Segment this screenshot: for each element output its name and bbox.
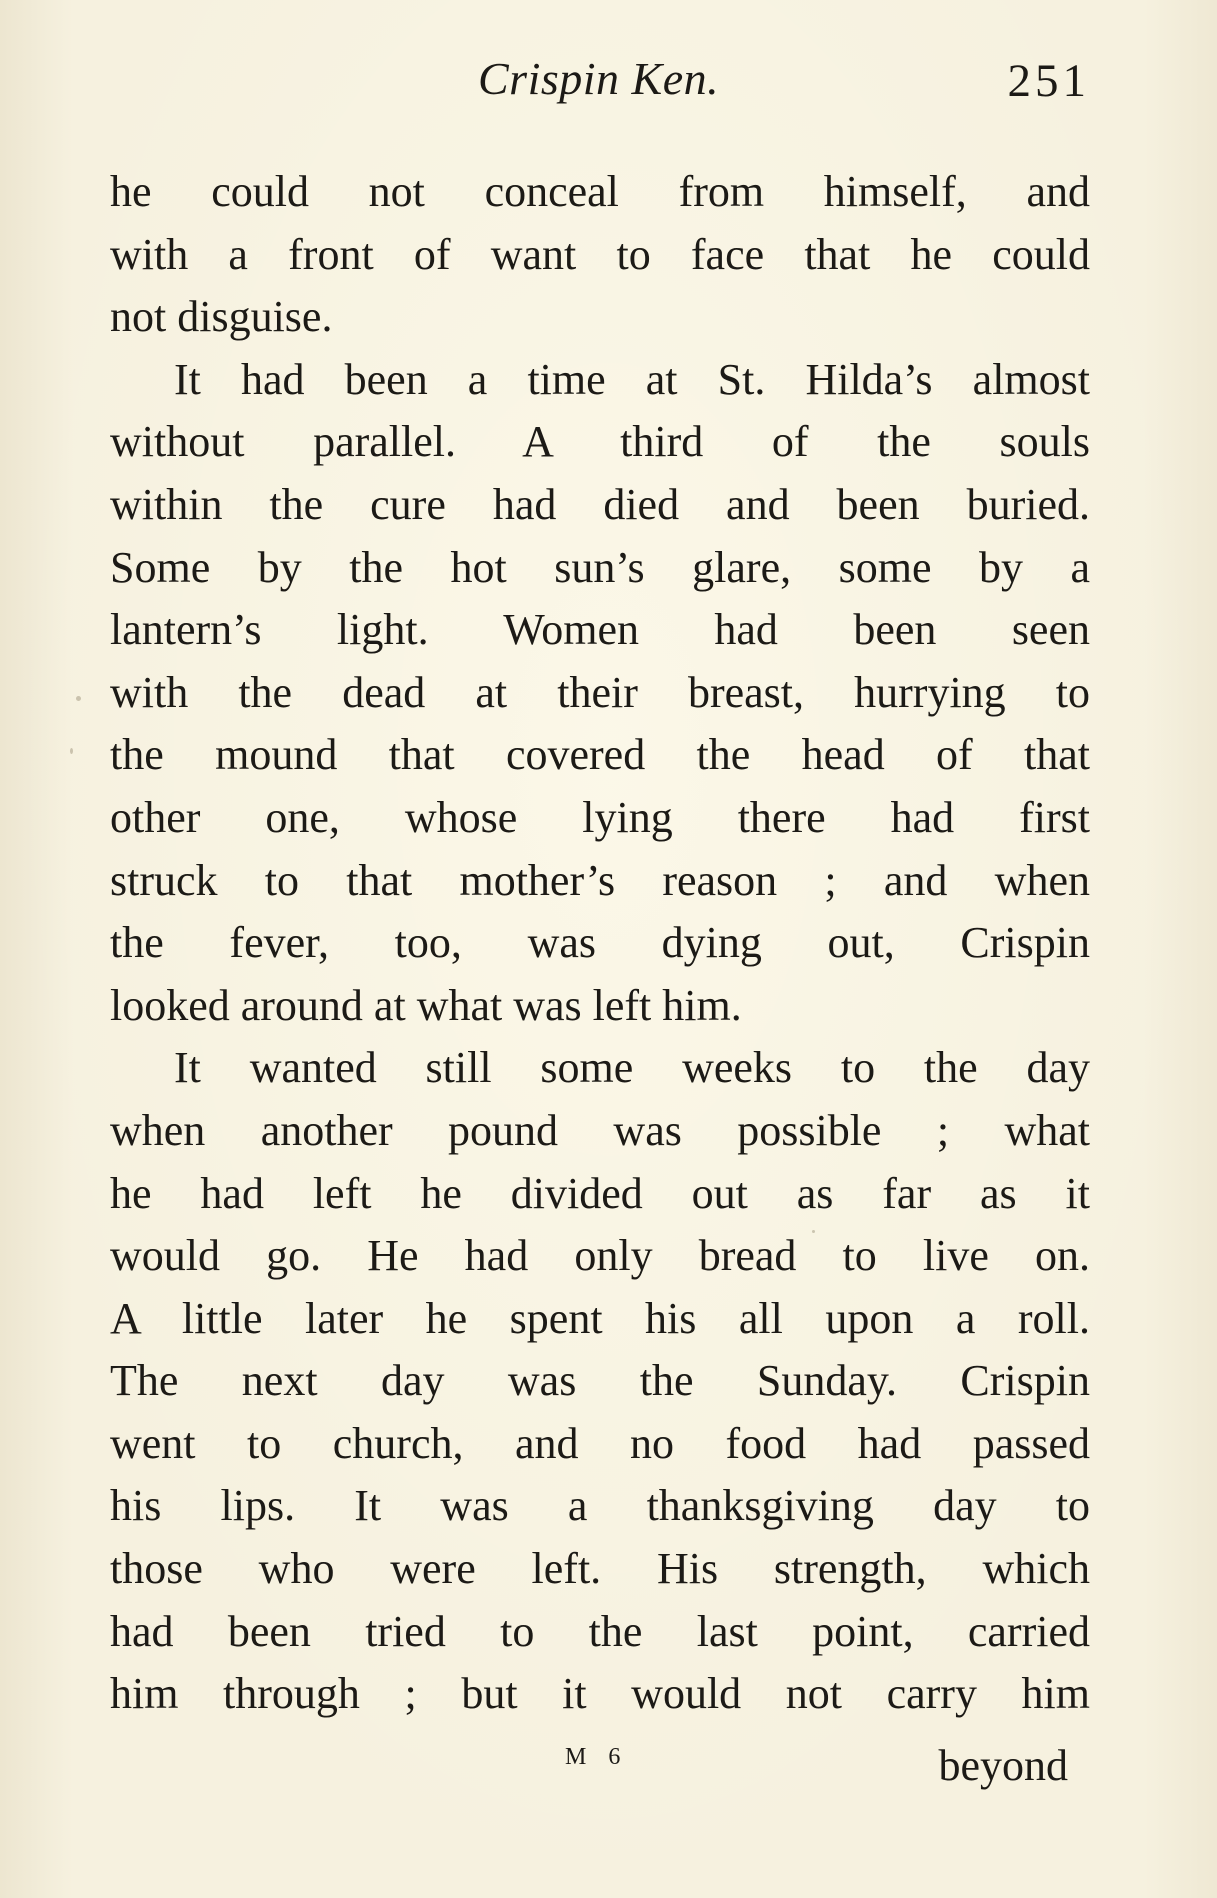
text-line: those who were left. His strength, which xyxy=(110,1544,1090,1594)
ink-speck xyxy=(70,748,73,754)
text-line: when another pound was possible ; what xyxy=(110,1105,1090,1155)
body-text xyxy=(110,161,1090,1726)
text-line: struck to that mother’s reason ; and when xyxy=(110,855,1090,905)
text-line: lantern’s light. Women had been seen xyxy=(110,605,1090,655)
text-line: the mound that covered the head of that xyxy=(110,730,1090,780)
signature-mark: M 6 xyxy=(565,1744,629,1770)
text-line: without parallel. A third of the souls xyxy=(110,417,1090,467)
text-line: would go. He had only bread to live on. xyxy=(110,1231,1090,1281)
running-head xyxy=(470,52,1090,112)
text-line: The next day was the Sunday. Crispin xyxy=(110,1356,1090,1406)
text-line: A little later he spent his all upon a roll. xyxy=(110,1293,1090,1343)
text-line: had been tried to the last point, carried xyxy=(110,1606,1090,1656)
ink-speck xyxy=(76,696,81,701)
text-line: his lips. It was a thanksgiving day to xyxy=(110,1481,1090,1531)
catchword: beyond xyxy=(938,1741,1068,1790)
ink-speck xyxy=(812,1230,815,1233)
text-line: him through ; but it would not carry him xyxy=(110,1669,1090,1719)
text-line: looked around at what was left him. xyxy=(110,980,742,1030)
running-title: Crispin Ken. xyxy=(478,53,720,104)
text-line: not disguise. xyxy=(110,292,333,342)
text-line: the fever, too, was dying out, Crispin xyxy=(110,918,1090,968)
text-line: It wanted still some weeks to the day xyxy=(174,1043,1090,1093)
text-line: It had been a time at St. Hilda’s almost xyxy=(174,354,1090,404)
text-line: Some by the hot sun’s glare, some by a xyxy=(110,542,1090,592)
text-line: he could not conceal from himself, and xyxy=(110,167,1090,216)
text-line: went to church, and no food had passed xyxy=(110,1418,1090,1468)
text-line: other one, whose lying there had first xyxy=(110,792,1090,842)
text-line: with the dead at their breast, hurrying to xyxy=(110,667,1090,717)
text-line: within the cure had died and been buried. xyxy=(110,479,1090,529)
page-footer xyxy=(110,1740,1068,1800)
text-line: with a front of want to face that he could xyxy=(110,229,1090,279)
page-number: 251 xyxy=(1007,55,1090,107)
text-line: he had left he divided out as far as it xyxy=(110,1168,1090,1218)
